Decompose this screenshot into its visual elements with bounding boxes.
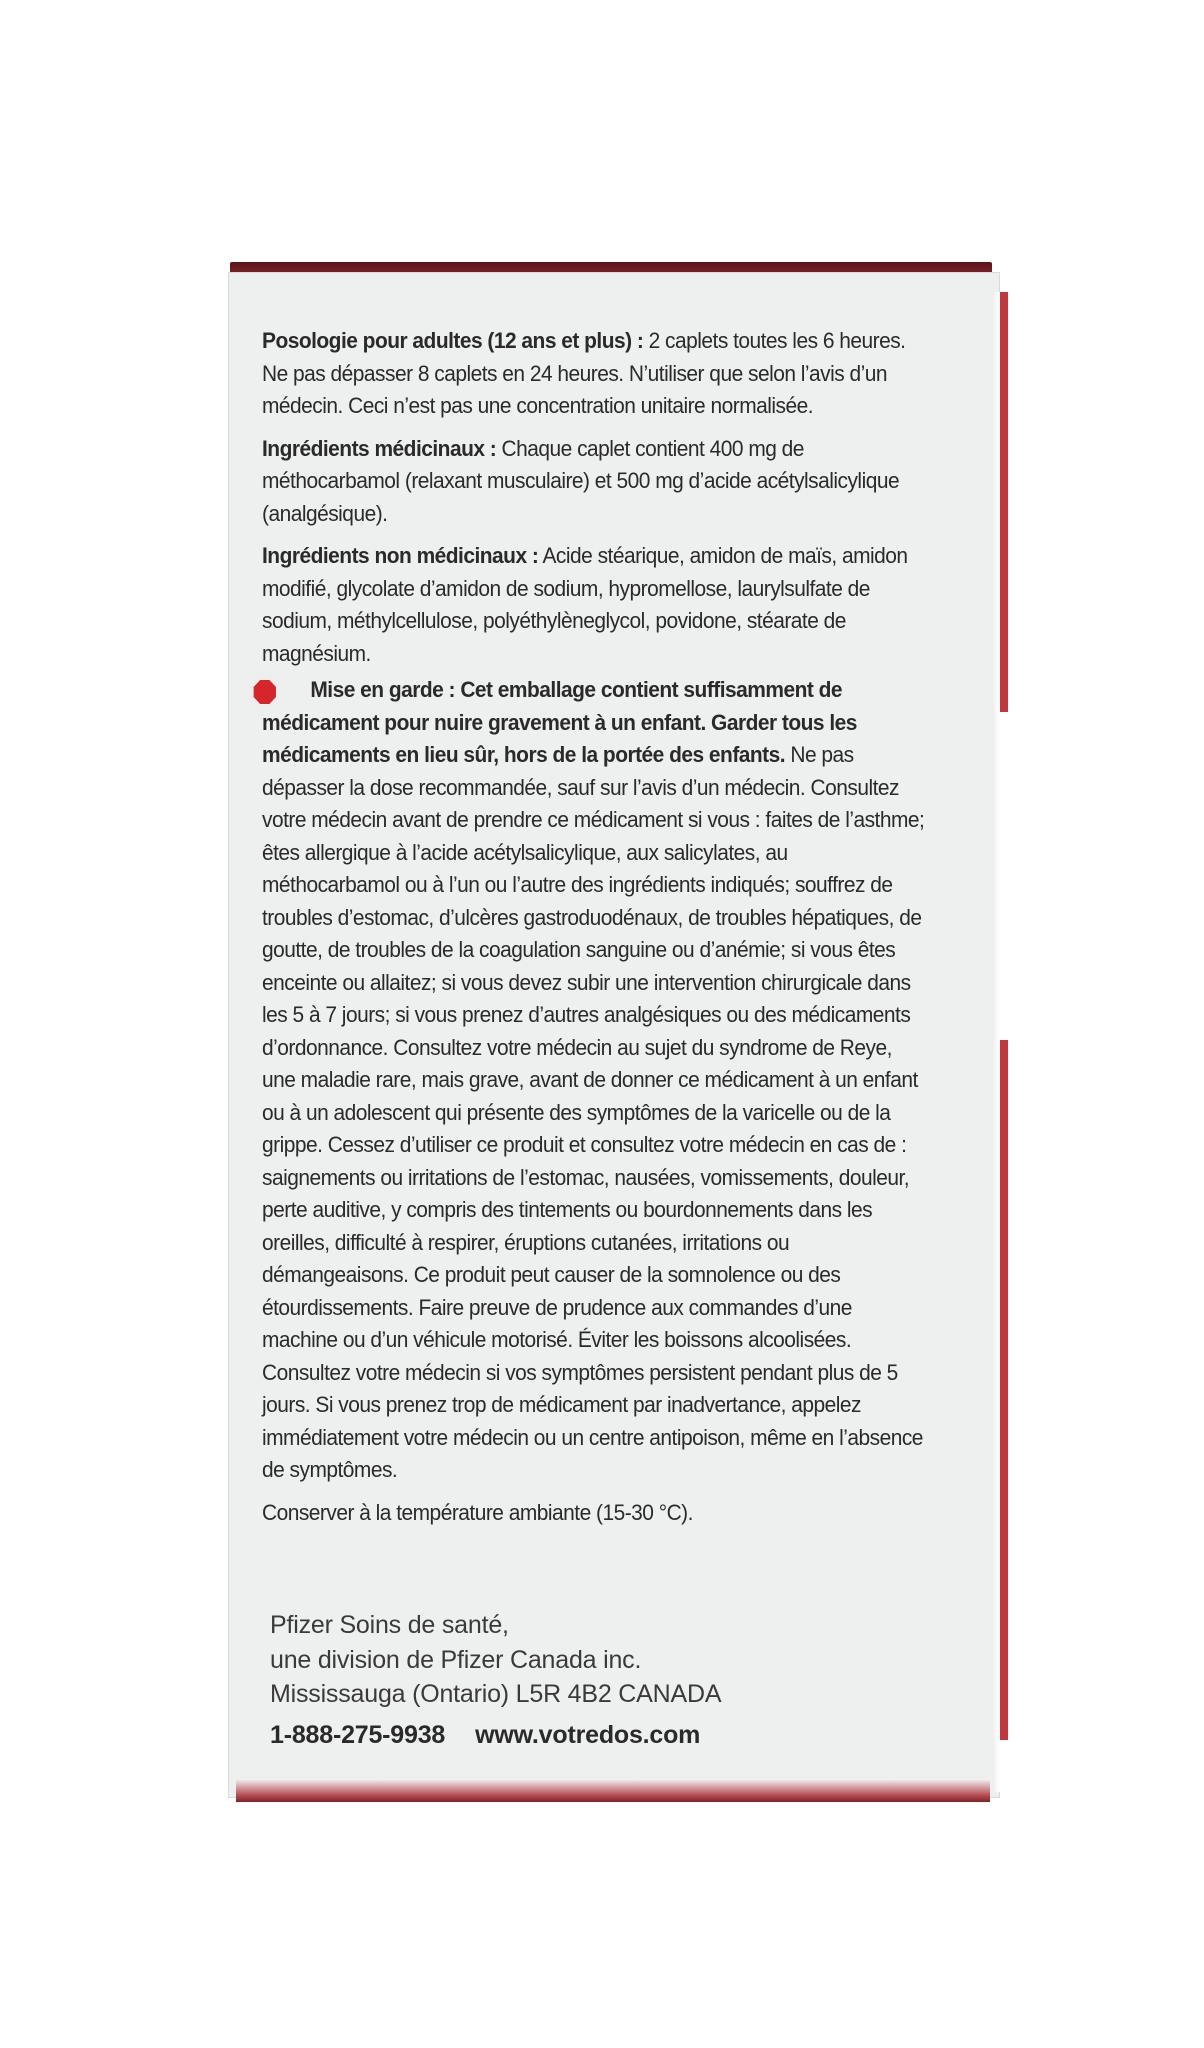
medicinal-ingredients-paragraph bbox=[262, 433, 927, 531]
box-bottom-flap bbox=[236, 1780, 990, 1802]
box-right-edge-red-upper bbox=[1000, 292, 1008, 712]
stop-sign-icon bbox=[253, 679, 277, 705]
dosage-heading: Posologie pour adultes (12 ans et plus) : bbox=[262, 328, 644, 353]
warning-paragraph bbox=[262, 674, 927, 1487]
box-right-edge-red-lower bbox=[1000, 1040, 1008, 1740]
manufacturer-block bbox=[270, 1608, 970, 1752]
contact-line bbox=[270, 1718, 970, 1753]
non-medicinal-ingredients-paragraph bbox=[262, 540, 927, 670]
warning-text: Ne pas dépasser la dose recommandée, sauf sur l’avis d’un médecin. Consultez votre médecin avant de prendre ce médicament si vous : faites de l’asthme; êtes allergique à l’acide acétylsalicylique, aux salicylates, au méthocarbamol ou à l’un ou l’autre des ingrédients indiqués; souffrez de troubles d’estomac, d’ulcères gastroduodénaux, de troubles hépatiques, de goutte, de troubles de la coagulation sanguine ou d’anémie; si vous êtes enceinte ou allaitez; si vous devez subir une intervention chirurgicale dans les 5 à 7 jours; si vous prenez d’autres analgésiques ou des médicaments d’ordonnance. Consultez votre médecin au sujet du syndrome de Reye, une maladie rare, mais grave, avant de donner ce médicament à un enfant ou à un adolescent qui présente des symptômes de la varicelle ou de la grippe. Cessez d’utiliser ce produit et consultez votre médecin en cas de : saignements ou irritations de l’estomac, nausées, vomissements, douleur, perte auditive, y compris des tintements ou bourdonnements dans les oreilles, difficulté à respirer, éruptions cutanées, irritations ou démangeaisons. Ce produit peut causer de la somnolence ou des étourdissements. Faire preuve de prudence aux commandes d’une machine ou d’un véhicule motorisé. Éviter les boissons alcoolisées. Consultez votre médecin si vos symptômes persistent pendant plus de 5 jours. Si vous prenez trop de médicament par inadvertance, appelez immédiatement votre médecin ou un centre antipoison, même en l’absence de symptômes. bbox=[262, 742, 925, 1482]
non-medicinal-ingredients-text: Acide stéarique, amidon de maïs, amidon modifié, glycolate d’amidon de sodium, hypromellose, laurylsulfate de sodium, méthylcellulose, polyéthylèneglycol, povidone, stéarate de magnésium. bbox=[262, 543, 908, 666]
storage-text: Conserver à la température ambiante (15-30 °C). bbox=[262, 1499, 693, 1525]
non-medicinal-ingredients-heading: Ingrédients non médicinaux : bbox=[262, 543, 539, 568]
medicinal-ingredients-text: Chaque caplet contient 400 mg de méthocarbamol (relaxant musculaire) et 500 mg d’acide acétylsalicylique (analgésique). bbox=[262, 435, 900, 526]
website-url: www.votredos.com bbox=[475, 1720, 701, 1749]
label-text-block bbox=[262, 325, 927, 1539]
phone-number: 1-888-275-9938 bbox=[270, 1720, 446, 1749]
medicinal-ingredients-heading: Ingrédients médicinaux : bbox=[262, 435, 497, 461]
dosage-paragraph bbox=[262, 325, 927, 423]
manufacturer-name: Pfizer Soins de santé, bbox=[270, 1611, 509, 1639]
dosage-text: 2 caplets toutes les 6 heures. Ne pas dépasser 8 caplets en 24 heures. N’utiliser que selon l’avis d’un médecin. Ceci n’est pas une concentration unitaire normalisée. bbox=[262, 328, 906, 418]
warning-heading: Mise en garde : Cet emballage contient suffisamment de médicament pour nuire gravement à un enfant. Garder tous les médicaments en lieu sûr, hors de la portée des enfants. bbox=[262, 677, 857, 767]
manufacturer-address: Mississauga (Ontario) L5R 4B2 CANADA bbox=[270, 1680, 722, 1708]
manufacturer-division: une division de Pfizer Canada inc. bbox=[270, 1645, 642, 1674]
